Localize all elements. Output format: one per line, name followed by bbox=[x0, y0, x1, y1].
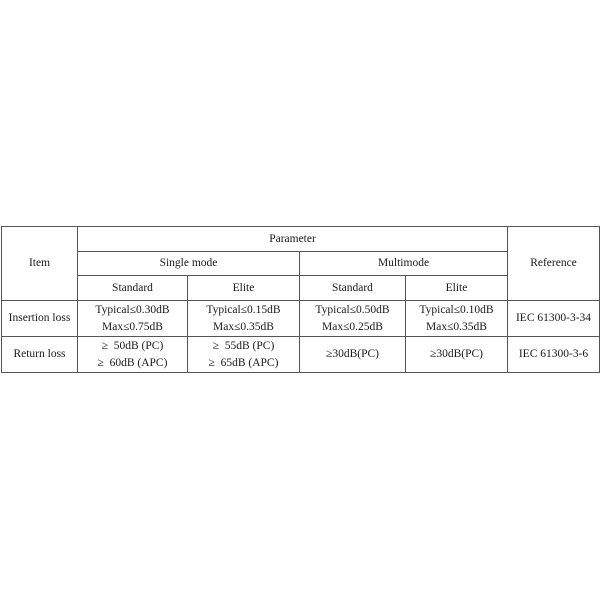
parameter-header: Parameter bbox=[78, 227, 508, 252]
sub-header-single-elite: Elite bbox=[188, 276, 300, 301]
cell-value bbox=[406, 301, 508, 337]
single-mode-header: Single mode bbox=[78, 252, 300, 276]
row-reference: IEC 61300-3-34 bbox=[508, 301, 600, 337]
spec-table bbox=[1, 226, 600, 373]
header-row-1 bbox=[2, 227, 600, 252]
row-item: Insertion loss bbox=[2, 301, 78, 337]
cell-value bbox=[78, 337, 188, 373]
cell-line: Max≤0.25dB bbox=[322, 320, 383, 333]
cell-line: Typical≤0.50dB bbox=[315, 303, 390, 316]
item-header: Item bbox=[2, 227, 78, 301]
cell-value bbox=[78, 301, 188, 337]
cell-line: Max≤0.35dB bbox=[426, 320, 487, 333]
reference-header: Reference bbox=[508, 227, 600, 301]
sub-header-single-standard: Standard bbox=[78, 276, 188, 301]
cell-line: ≥ 60dB (APC) bbox=[97, 356, 168, 369]
cell-line: ≥ 55dB (PC) bbox=[212, 339, 275, 352]
cell-line: Max≤0.75dB bbox=[102, 320, 163, 333]
cell-value bbox=[406, 337, 508, 373]
cell-line: ≥ 50dB (PC) bbox=[101, 339, 164, 352]
cell-line: Typical≤0.15dB bbox=[206, 303, 281, 316]
cell-line: Typical≤0.30dB bbox=[95, 303, 170, 316]
cell-line: ≥30dB(PC) bbox=[326, 348, 379, 360]
table-row bbox=[2, 337, 600, 373]
cell-value bbox=[300, 337, 406, 373]
row-item: Return loss bbox=[2, 337, 78, 373]
sub-header-multi-elite: Elite bbox=[406, 276, 508, 301]
cell-value bbox=[300, 301, 406, 337]
cell-line: ≥30dB(PC) bbox=[430, 348, 483, 360]
cell-line: Max≤0.35dB bbox=[213, 320, 274, 333]
table-row bbox=[2, 301, 600, 337]
row-reference: IEC 61300-3-6 bbox=[508, 337, 600, 373]
cell-value bbox=[188, 337, 300, 373]
multimode-header: Multimode bbox=[300, 252, 508, 276]
cell-line: ≥ 65dB (APC) bbox=[208, 356, 279, 369]
cell-line: Typical≤0.10dB bbox=[419, 303, 494, 316]
cell-value bbox=[188, 301, 300, 337]
sub-header-multi-standard: Standard bbox=[300, 276, 406, 301]
